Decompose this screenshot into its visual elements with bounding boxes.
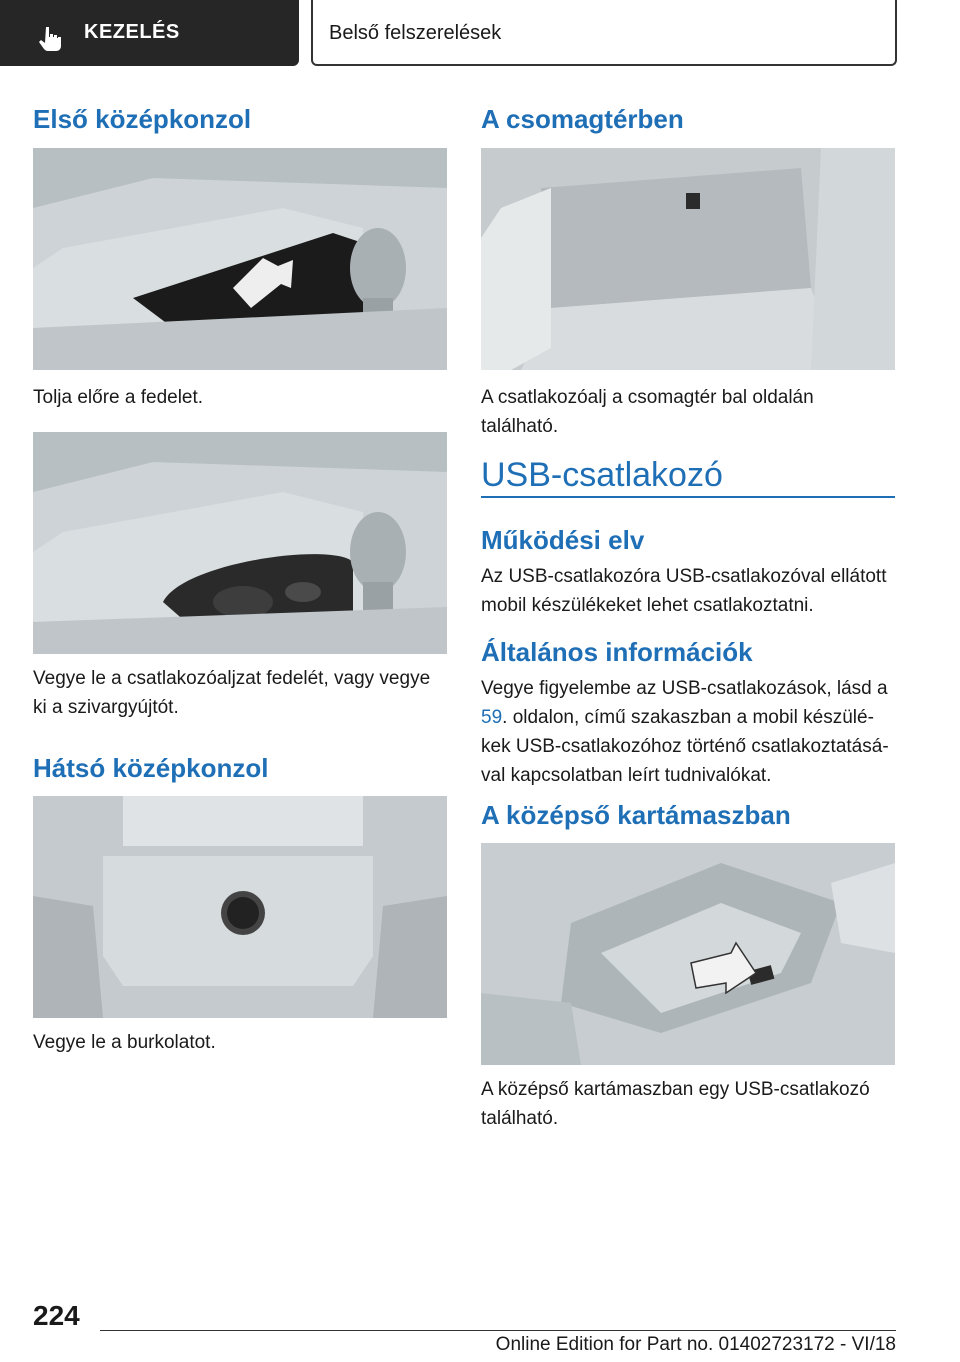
edition-note: Online Edition for Part no. 01402723172 - VI/18	[495, 1334, 896, 1355]
section-label: KEZELÉS	[84, 21, 180, 43]
page-header	[0, 0, 960, 66]
section-title-usb: USB-csatlakozó	[481, 456, 723, 494]
caption-armrest: A középső kartámaszban egy USB-csatlakozó található.	[481, 1079, 870, 1129]
heading-armrest: A középső kartámaszban	[481, 800, 791, 830]
page-number: 224	[33, 1300, 80, 1331]
text-general-info	[481, 674, 895, 790]
breadcrumb	[311, 0, 897, 66]
heading-working-principle: Működési elv	[481, 525, 645, 555]
figure-rear-console	[33, 796, 447, 1018]
footer-rule	[100, 1330, 896, 1331]
text-general-info-b: . oldalon, című szakaszban a mobil készülékek USB-csatlakozóhoz történő csatlakoztatásával kapcsolatban leírt tudnivalókat.	[481, 707, 889, 786]
page-link-59[interactable]: 59	[481, 707, 503, 728]
heading-general-info: Általános információk	[481, 637, 753, 667]
heading-trunk: A csomagtérben	[481, 104, 684, 134]
figure-trunk	[481, 148, 895, 370]
caption-rear-console: Vegye le a burkolatot.	[33, 1032, 216, 1053]
breadcrumb-text: Belső felszerelések	[329, 22, 502, 44]
text-working-principle: Az USB-csatlakozóra USB-csatlakozóval ellátott mobil készülékeket lehet csatlakoztatni.	[481, 566, 887, 616]
hand-pointer-icon	[37, 25, 63, 51]
caption-front-console-1: Tolja előre a fedelet.	[33, 387, 204, 408]
section-rule	[481, 496, 895, 498]
caption-front-console-2: Vegye le a csatlakozóaljzat fedelét, vagy vegye ki a szivargyújtót.	[33, 668, 431, 718]
figure-armrest	[481, 843, 895, 1065]
text-general-info-a: Vegye figyelembe az USB-csatlakozások, lásd a	[481, 678, 888, 699]
heading-front-console: Első középkonzol	[33, 104, 252, 134]
figure-front-console-cover	[33, 148, 447, 370]
figure-front-console-socket	[33, 432, 447, 654]
caption-trunk: A csatlakozóalj a csomagtér bal oldalán található.	[481, 387, 814, 437]
section-tab	[0, 0, 299, 66]
heading-rear-console: Hátsó középkonzol	[33, 753, 269, 783]
